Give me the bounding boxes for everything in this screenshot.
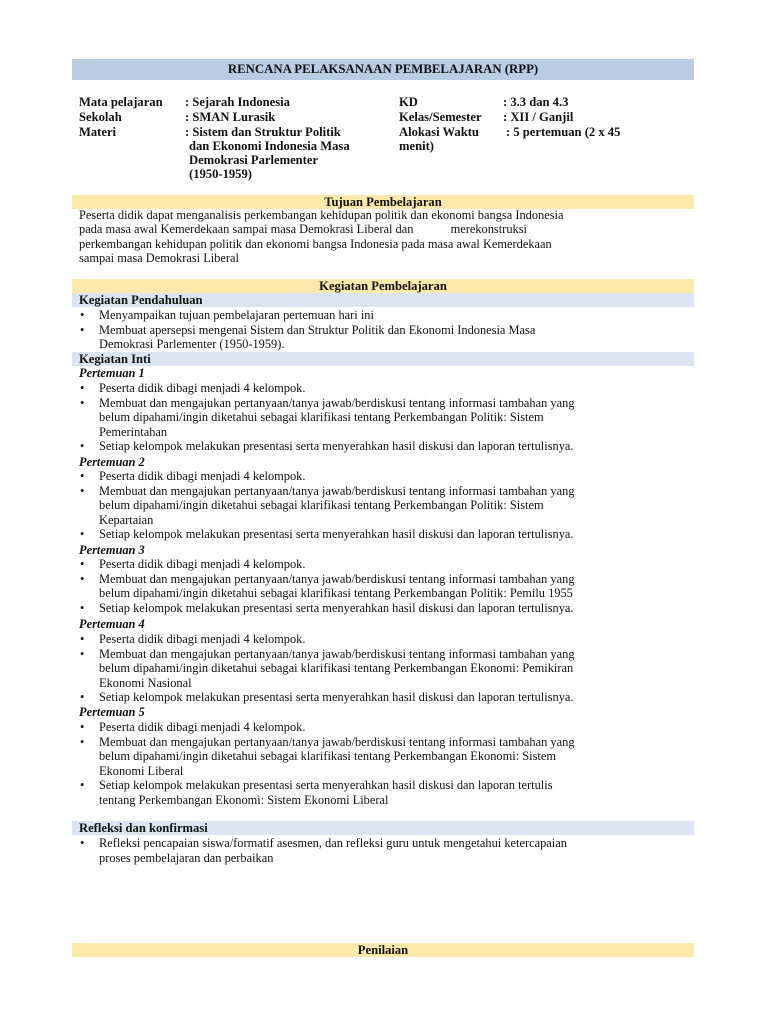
- pendahuluan-heading: Kegiatan Pendahuluan: [72, 293, 694, 307]
- pertemuan-2-list: [79, 469, 689, 542]
- bullet-icon: •: [80, 571, 85, 586]
- list-item: • Membuat dan mengajukan pertanyaan/tanya jawab/berdiskusi tentang informasi tambahan yang belum dipahami/ingin diketahui sebagai klarifikasi tentang Perkembangan Ekonomi: Pemikiran Ekonomi Nasional: [80, 646, 575, 690]
- materi-label: Materi: [79, 125, 117, 139]
- bullet-icon: •: [80, 734, 85, 749]
- bullet-icon: •: [80, 381, 85, 395]
- bullet-icon: •: [80, 778, 85, 793]
- bullet-icon: •: [80, 557, 85, 571]
- pertemuan-4-list: [79, 632, 689, 705]
- list-item: • Peserta didik dibagi menjadi 4 kelompok.: [80, 381, 306, 395]
- pertemuan-2-label: Pertemuan 2: [79, 455, 145, 469]
- pertemuan-3-list: [79, 557, 689, 615]
- pertemuan-5-label: Pertemuan 5: [79, 705, 145, 719]
- list-item: • Peserta didik dibagi menjadi 4 kelompok.: [80, 557, 306, 571]
- list-item: • Peserta didik dibagi menjadi 4 kelompok.: [80, 720, 306, 734]
- list-item: • Setiap kelompok melakukan presentasi serta menyerahkan hasil diskusi dan laporan tertulis tentang Perkembangan Ekonomi: Sistem Ekonomi Liberal: [80, 778, 553, 807]
- bullet-icon: •: [80, 646, 85, 661]
- list-item: • Setiap kelompok melakukan presentasi serta menyerahkan hasil diskusi dan laporan tertulisnya.: [80, 439, 574, 454]
- materi-value-3: Demokrasi Parlementer: [189, 153, 319, 167]
- refleksi-heading: Refleksi dan konfirmasi: [72, 821, 694, 835]
- list-item: • Membuat dan mengajukan pertanyaan/tanya jawab/berdiskusi tentang informasi tambahan yang belum dipahami/ingin diketahui sebagai klarifikasi tentang Perkembangan Politik: Sistem Kepartaian: [80, 483, 575, 527]
- mapel-label: Mata pelajaran: [79, 95, 163, 109]
- inti-heading: Kegiatan Inti: [72, 352, 694, 366]
- list-item: • Membuat dan mengajukan pertanyaan/tanya jawab/berdiskusi tentang informasi tambahan yang belum dipahami/ingin diketahui sebagai klarifikasi tentang Perkembangan Politik: Sistem Pemerintahan: [80, 395, 575, 439]
- alokasi-label-2: menit): [399, 139, 434, 153]
- list-item: • Refleksi pencapaian siswa/formatif asesmen, dan refleksi guru untuk mengetahui ketercapaian proses pembelajaran dan perbaikan: [80, 836, 567, 865]
- materi-value-4: (1950-1959): [189, 167, 252, 181]
- list-item: • Peserta didik dibagi menjadi 4 kelompok.: [80, 469, 306, 483]
- bullet-icon: •: [80, 836, 85, 850]
- pertemuan-1-label: Pertemuan 1: [79, 366, 145, 380]
- pertemuan-3-label: Pertemuan 3: [79, 543, 145, 557]
- alokasi-label: Alokasi Waktu: [399, 125, 479, 139]
- kd-value: : 3.3 dan 4.3: [503, 95, 569, 109]
- bullet-icon: •: [80, 720, 85, 734]
- kelas-value: : XII / Ganjil: [503, 110, 574, 124]
- tujuan-heading: Tujuan Pembelajaran: [72, 195, 694, 209]
- list-item: • Setiap kelompok melakukan presentasi serta menyerahkan hasil diskusi dan laporan tertulisnya.: [80, 690, 574, 705]
- pertemuan-4-label: Pertemuan 4: [79, 617, 145, 631]
- bullet-icon: •: [80, 308, 85, 322]
- list-item: • Peserta didik dibagi menjadi 4 kelompok.: [80, 632, 306, 646]
- list-item: • Setiap kelompok melakukan presentasi serta menyerahkan hasil diskusi dan laporan tertulisnya.: [80, 527, 574, 542]
- bullet-icon: •: [80, 439, 85, 454]
- list-item: • Membuat dan mengajukan pertanyaan/tanya jawab/berdiskusi tentang informasi tambahan yang belum dipahami/ingin diketahui sebagai klarifikasi tentang Perkembangan Ekonomi: Sistem Ekonomi Liberal: [80, 734, 575, 778]
- tujuan-line-2: pada masa awal Kemerdekaan sampai masa Demokrasi Liberal dan merekonstruksi: [79, 222, 527, 236]
- penilaian-heading: Penilaian: [72, 943, 694, 957]
- document-title: RENCANA PELAKSANAAN PEMBELAJARAN (RPP): [72, 59, 694, 80]
- materi-value-1: : Sistem dan Struktur Politik: [185, 125, 341, 139]
- bullet-icon: •: [80, 690, 85, 705]
- list-item: • Menyampaikan tujuan pembelajaran pertemuan hari ini: [80, 308, 374, 322]
- mapel-value: : Sejarah Indonesia: [185, 95, 290, 109]
- tujuan-line-4: sampai masa Demokrasi Liberal: [79, 251, 239, 265]
- list-item: • Setiap kelompok melakukan presentasi serta menyerahkan hasil diskusi dan laporan tertulisnya.: [80, 600, 574, 615]
- list-item: • Membuat apersepsi mengenai Sistem dan Struktur Politik dan Ekonomi Indonesia Masa Demokrasi Parlementer (1950-1959).: [80, 322, 536, 352]
- tujuan-line-3: perkembangan kehidupan politik dan ekonomi bangsa Indonesia pada masa awal Kemerdekaan: [79, 237, 552, 251]
- tujuan-line-1: Peserta didik dapat menganalisis perkembangan kehidupan politik dan ekonomi bangsa Indonesia: [79, 208, 564, 222]
- kelas-label: Kelas/Semester: [399, 110, 482, 124]
- sekolah-value: : SMAN Lurasik: [185, 110, 276, 124]
- bullet-icon: •: [80, 469, 85, 483]
- pendahuluan-list: [79, 308, 689, 352]
- refleksi-list: [79, 836, 689, 865]
- kegiatan-heading: Kegiatan Pembelajaran: [72, 279, 694, 293]
- bullet-icon: •: [80, 632, 85, 646]
- bullet-icon: •: [80, 527, 85, 542]
- list-item: • Membuat dan mengajukan pertanyaan/tanya jawab/berdiskusi tentang informasi tambahan yang belum dipahami/ingin diketahui sebagai klarifikasi tentang Perkembangan Politik: Pemilu 1955: [80, 571, 575, 601]
- sekolah-label: Sekolah: [79, 110, 122, 124]
- bullet-icon: •: [80, 322, 85, 337]
- alokasi-value: : 5 pertemuan (2 x 45: [506, 125, 621, 139]
- bullet-icon: •: [80, 483, 85, 498]
- bullet-icon: •: [80, 600, 85, 615]
- kd-label: KD: [399, 95, 418, 109]
- pertemuan-5-list: [79, 720, 689, 808]
- materi-value-2: dan Ekonomi Indonesia Masa: [189, 139, 350, 153]
- pertemuan-1-list: [79, 381, 689, 454]
- bullet-icon: •: [80, 395, 85, 410]
